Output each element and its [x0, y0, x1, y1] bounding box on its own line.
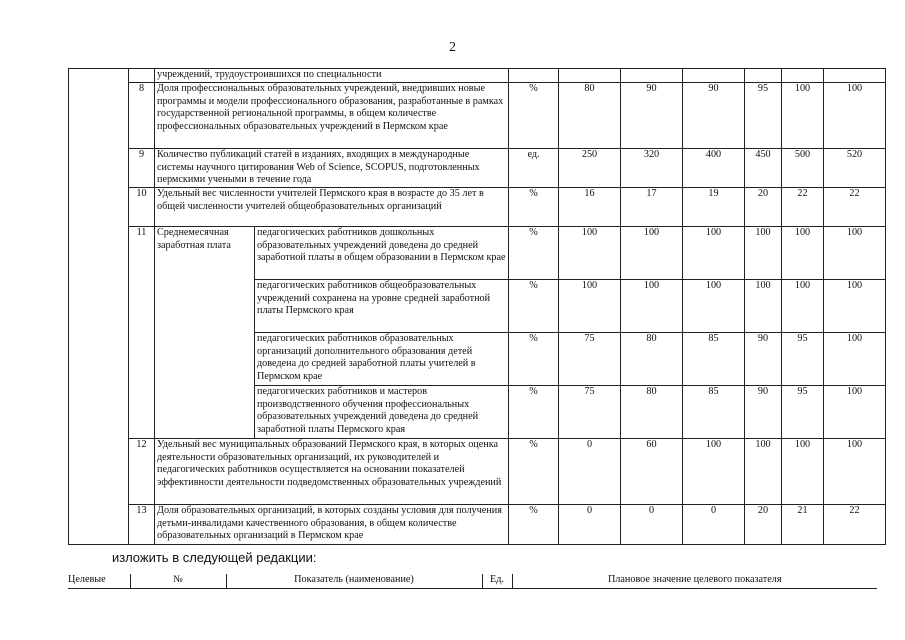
table-row — [69, 83, 886, 149]
table-row — [69, 149, 886, 188]
indicator-text: Удельный вес муниципальных образований Пермского края, в которых оценка деятельности образовательных организаций, их руководителей и педагогических работников осуществляется на основании показателей эффективности деятельности подведомственных образовательных учреждений — [155, 439, 509, 505]
unit-cell: % — [509, 280, 559, 333]
page-number: 2 — [449, 40, 456, 55]
value-cell: 400 — [683, 149, 745, 188]
value-cell: 100 — [782, 227, 824, 280]
unit-cell: % — [509, 227, 559, 280]
value-cell: 100 — [782, 83, 824, 149]
value-cell: 17 — [621, 188, 683, 227]
row-number: 11 — [129, 227, 155, 439]
value-cell: 80 — [559, 83, 621, 149]
value-cell: 100 — [782, 439, 824, 505]
table-row — [69, 188, 886, 227]
value-cell: 22 — [782, 188, 824, 227]
value-cell: 320 — [621, 149, 683, 188]
value-cell: 250 — [559, 149, 621, 188]
unit-cell: % — [509, 333, 559, 386]
value-cell: 500 — [782, 149, 824, 188]
row-number: 8 — [129, 83, 155, 149]
value-cell: 100 — [824, 280, 886, 333]
unit-cell: % — [509, 83, 559, 149]
value-cell: 22 — [824, 505, 886, 545]
value-cell: 75 — [559, 386, 621, 439]
indicator-text: педагогических работников образовательных организаций дополнительного образования детей доведена до средней заработной платы учителей в Пермском крае — [255, 333, 509, 386]
value-cell: 100 — [683, 439, 745, 505]
value-cell: 100 — [683, 280, 745, 333]
indicator-text: Удельный вес численности учителей Пермского края в возрасте до 35 лет в общей численности учителей общеобразовательных организаций — [155, 188, 509, 227]
unit-cell: % — [509, 439, 559, 505]
unit-cell: % — [509, 386, 559, 439]
header-col-indicator: Показатель (наименование) — [226, 574, 482, 589]
indicator-text: педагогических работников общеобразовательных учреждений сохранена на уровне средней заработной платы Пермского края — [255, 280, 509, 333]
value-cell: 95 — [782, 333, 824, 386]
row-number: 12 — [129, 439, 155, 505]
header-col-unit: Ед. — [482, 574, 512, 589]
value-cell: 90 — [745, 386, 782, 439]
value-cell: 0 — [621, 505, 683, 545]
row-number: 13 — [129, 505, 155, 545]
unit-cell: % — [509, 188, 559, 227]
row-number: 9 — [129, 149, 155, 188]
value-cell: 100 — [559, 280, 621, 333]
value-cell: 80 — [621, 333, 683, 386]
value-cell: 100 — [621, 227, 683, 280]
value-cell: 0 — [683, 505, 745, 545]
value-cell: 100 — [824, 439, 886, 505]
value-cell: 20 — [745, 505, 782, 545]
value-cell: 100 — [782, 280, 824, 333]
value-cell: 90 — [745, 333, 782, 386]
value-cell: 100 — [745, 439, 782, 505]
value-cell: 520 — [824, 149, 886, 188]
value-cell: 100 — [559, 227, 621, 280]
new-table-header — [68, 574, 877, 589]
value-cell: 100 — [621, 280, 683, 333]
intro-text: изложить в следующей редакции: — [112, 550, 317, 565]
indicator-text: педагогических работников дошкольных образовательных учреждений доведена до средней заработной платы в общем образовании в Пермском крае — [255, 227, 509, 280]
value-cell: 0 — [559, 505, 621, 545]
value-cell: 95 — [782, 386, 824, 439]
indicator-text: Доля образовательных организаций, в которых созданы условия для получения детьми-инвалидами качественного образования, в общем количестве образовательных организаций в Пермском крае — [155, 505, 509, 545]
row-continuation-text: учреждений, трудоустроившихся по специальности — [155, 69, 509, 83]
unit-cell: % — [509, 505, 559, 545]
value-cell: 100 — [745, 227, 782, 280]
header-col-number: № — [130, 574, 226, 589]
value-cell: 20 — [745, 188, 782, 227]
indicator-text: Доля профессиональных образовательных учреждений, внедривших новые программы и модели профессионального образования, разработанные в рамках государственной региональной программы, в общем количестве профессиональных образовательных учреждений в Пермском крае — [155, 83, 509, 149]
group-cell — [69, 69, 129, 545]
table-row — [69, 439, 886, 505]
indicator-text: Количество публикаций статей в изданиях, входящих в международные системы научного цитирования Web of Science, SCOPUS, подготовленных пермскими учеными в течение года — [155, 149, 509, 188]
value-cell: 22 — [824, 188, 886, 227]
value-cell: 80 — [621, 386, 683, 439]
row-number: 10 — [129, 188, 155, 227]
value-cell: 75 — [559, 333, 621, 386]
table-row — [69, 505, 886, 545]
value-cell: 0 — [559, 439, 621, 505]
value-cell: 100 — [824, 386, 886, 439]
value-cell: 16 — [559, 188, 621, 227]
header-col-planned: Плановое значение целевого показателя — [512, 574, 877, 589]
value-cell: 60 — [621, 439, 683, 505]
unit-cell: ед. — [509, 149, 559, 188]
value-cell: 100 — [824, 333, 886, 386]
value-cell: 85 — [683, 386, 745, 439]
table-row — [69, 227, 886, 280]
value-cell: 100 — [745, 280, 782, 333]
header-col-targets: Целевые — [68, 574, 130, 589]
indicator-group-title: Среднемесячная заработная плата — [155, 227, 255, 439]
value-cell: 100 — [824, 83, 886, 149]
value-cell: 100 — [824, 227, 886, 280]
indicators-table — [68, 68, 886, 545]
value-cell: 21 — [782, 505, 824, 545]
value-cell: 100 — [683, 227, 745, 280]
value-cell: 90 — [621, 83, 683, 149]
indicator-text: педагогических работников и мастеров производственного обучения профессиональных образовательных учреждений доведена до средней заработной платы Пермского края — [255, 386, 509, 439]
value-cell: 90 — [683, 83, 745, 149]
value-cell: 19 — [683, 188, 745, 227]
value-cell: 85 — [683, 333, 745, 386]
value-cell: 95 — [745, 83, 782, 149]
value-cell: 450 — [745, 149, 782, 188]
